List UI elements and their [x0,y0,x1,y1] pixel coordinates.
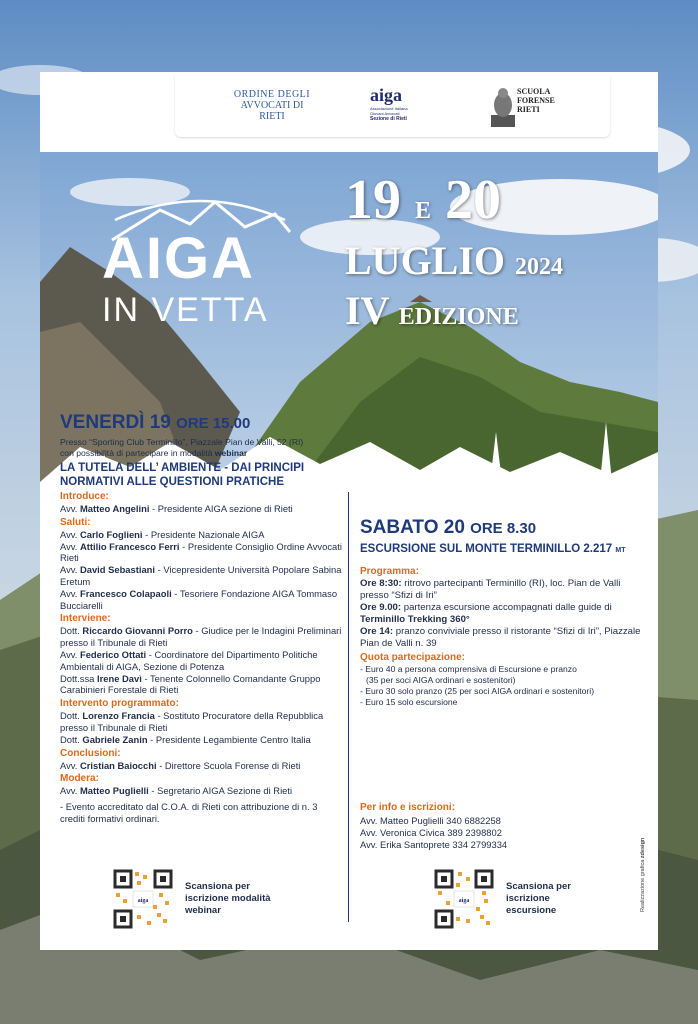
theme-line2: NORMATIVI ALLE QUESTIONI PRATICHE [60,476,285,488]
event-poster [40,72,658,950]
excursion-text: ESCURSIONE SUL MONTE TERMINILLO 2.217 [360,543,613,555]
qr-inner-label: aiga [137,898,149,904]
speaker-entry: Avv. Carlo Foglieni - Presidente Nazionale AIGA [60,528,265,540]
speaker-entry: Avv. Matteo Puglielli - Segretario AIGA Sezione di Rieti [60,785,293,797]
speaker-entry: Avv. David Sebastiani - Vicepresidente Università Popolare Sabina Eretum [60,564,342,587]
speaker-entry: Dott. Riccardo Giovanni Porro - Giudice per le Indagini Preliminari presso il Tribunale di Rieti [60,625,342,649]
design-credit: Realizzazione grafica zdesign [640,837,646,912]
webinar-qr-code[interactable] [113,869,173,929]
interviene-label: Interviene: [60,613,111,625]
contact-line: Avv. Matteo Puglielli 340 6882258 [360,815,501,826]
scuola-forense-logo [491,87,561,127]
modera-label: Modera: [60,773,99,785]
programma-label: Programma: [360,566,419,577]
sponsor-logos-bar [175,75,610,137]
saturday-time: ORE 8.30 [470,520,537,537]
ordine-avvocati-logo [227,89,317,122]
column-divider [348,492,349,922]
aiga-logo [370,85,426,122]
speaker-entry: Avv. Attilio Francesco Ferri - Presidente Consiglio Ordine Avvocati Rieti [60,540,342,564]
excursion-qr-label: Scansiona per iscrizione escursione [506,881,571,916]
saluti-label: Saluti: [60,516,91,528]
webinar-qr-label: Scansiona per iscrizione modalità webinar [185,881,271,916]
event-title: AIGA [102,226,255,291]
speaker-entry: Avv. Cristian Baiocchi - Direttore Scuola Forense di Rieti [60,759,301,771]
scuola-logo-line3: RIETI [517,105,540,114]
quota-item: - Euro 40 a persona comprensiva di Escursione e pranzo [360,664,577,674]
friday-program [60,412,345,825]
webinar-qr-block[interactable] [113,869,313,939]
venue-line1: Presso “Sporting Club Terminillo”, Piazzale Pian de Valli, 52 (RI) [60,437,304,447]
speaker-entry: Dott. Gabriele Zanin - Presidente Legambiente Centro Italia [60,733,311,745]
speaker-entry: Avv. Matteo Angelini - Presidente AIGA sezione di Rieti [60,503,293,514]
friday-day: VENERDÌ 19 [60,412,171,433]
edition-word: EDIZIONE [398,304,519,330]
aiga-logo-sezione: Sezione di Rieti [370,116,407,122]
scuola-logo-line1: SCUOLA [517,87,551,96]
programmato-label: Intervento programmato: [60,698,179,710]
venue-line2: con possibilità di partecipare in modalità [60,447,213,458]
event-edition [345,290,519,338]
saturday-heading [360,517,650,540]
contact-line: Avv. Erika Santoprete 334 2799334 [360,838,508,850]
quota-item: - Euro 15 solo escursione [360,697,458,707]
year-label: 2024 [515,254,564,280]
speaker-entry: Avv. Federico Ottati - Coordinatore del Dipartimento Politiche Ambientali di AIGA, Sezione di Potenza [60,648,318,672]
aiga-logo-sub2: Giovani Avvocati [370,111,400,116]
speaker-entry: Avv. Francesco Colapaoli - Tesoriere Fondazione AIGA Tommaso Bucciarelli [60,587,338,611]
schedule-item: Ore 9.00: partenza escursione accompagnati dalle guide di Terminillo Trekking 360° [360,602,612,625]
speaker-entry: Dott. Lorenzo Francia - Sostituto Procuratore della Repubblica presso il Tribunale di Rieti [60,710,324,733]
quota-label: Quota partecipazione: [360,652,466,663]
event-month [345,240,563,288]
ordine-logo-line1: ORDINE DEGLI [233,89,311,100]
schedule-item: Ore 14: pranzo conviviale presso il ristorante “Sfizi di Iri”, Piazzale Pian de Valli n. 39 [360,626,641,649]
contact-info [360,800,620,850]
event-dates [345,169,502,239]
conclusioni-label: Conclusioni: [60,747,121,759]
speaker-entry: Dott.ssa Irene Davì - Tenente Colonnello Comandante Gruppo Carabinieri Forestale di Rieti [60,672,321,696]
excursion-qr-block[interactable] [434,869,634,939]
venue-webinar: webinar [214,447,248,458]
saturday-day: SABATO 20 [360,517,465,538]
scuola-logo-line2: FORENSE [517,96,555,105]
contact-line: Avv. Veronica Civica 389 2398802 [360,826,502,838]
theme-line1: LA TUTELA DELL’ AMBIENTE - DAI PRINCIPI [60,462,305,474]
excursion-unit: MT [615,547,626,554]
month-label: LUGLIO [345,238,506,283]
date-day1: 19 [345,169,401,231]
friday-venue [60,437,345,458]
friday-heading [60,412,345,435]
aiga-logo-name: aiga [370,85,403,105]
edition-number: IV [345,288,389,333]
qr-inner-label: aiga [458,898,470,904]
aiga-logo-sub1: Associazione Italiana [370,106,408,111]
statue-icon [491,87,515,127]
friday-time: ORE 15.00 [176,415,251,432]
date-day2: 20 [445,169,502,231]
friday-theme [60,461,345,489]
schedule-item: Ore 8:30: ritrovo partecipanti Terminillo (RI), loc. Pian de Valli presso “Sfizi di Iri” [360,578,621,601]
excursion-qr-code[interactable] [434,869,494,929]
date-conj: E [415,198,432,224]
accreditation-note: - Evento accreditato dal C.O.A. di Rieti con attribuzione di n. 3 crediti formativi ordinari. [60,801,318,824]
excursion-title [360,542,650,558]
saturday-program [360,517,650,708]
event-subtitle: IN VETTA [102,291,269,329]
quota-item: (35 per soci AIGA ordinari e sostenitori) [366,675,516,685]
introduce-label: Introduce: [60,491,109,502]
info-label: Per info e iscrizioni: [360,802,456,813]
quota-item: - Euro 30 solo pranzo (25 per soci AIGA ordinari e sostenitori) [360,686,595,696]
ordine-logo-line2: AVVOCATI DI RIETI [240,100,304,122]
